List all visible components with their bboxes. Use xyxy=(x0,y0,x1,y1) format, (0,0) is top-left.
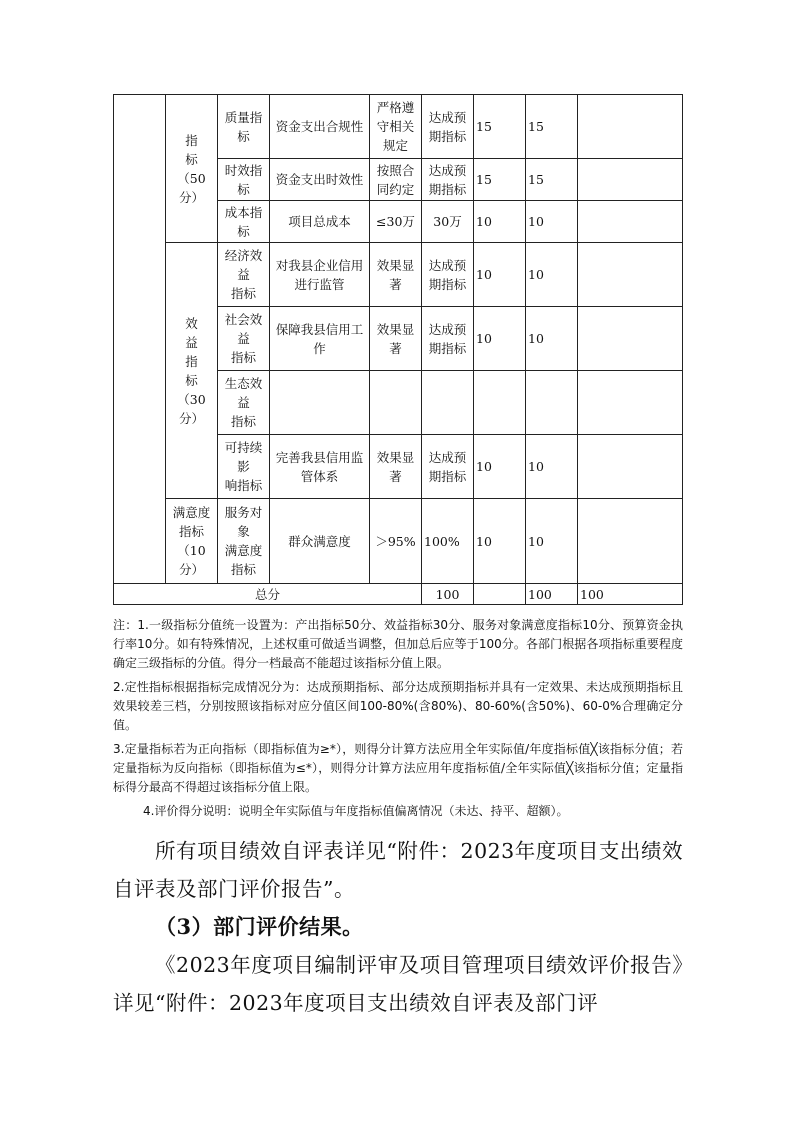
level1-output-cell: 指 标 （50分） xyxy=(166,95,218,243)
level3-cell: 项目总成本 xyxy=(270,201,370,243)
score-cell: 10 xyxy=(526,243,578,307)
body-text xyxy=(113,832,683,1022)
section-heading: （3）部门评价结果。 xyxy=(155,914,364,939)
paragraph-department-evaluation: 《2023年度项目编制评审及项目管理项目绩效评价报告》详见“附件：2023年度项目支出绩效自评表及部门评 xyxy=(113,953,683,1015)
weight-cell: 10 xyxy=(474,243,526,307)
level1-benefit-cell: 效 益 指 标 （30分） xyxy=(166,243,218,499)
remark-cell xyxy=(578,95,683,159)
weight-cell: 15 xyxy=(474,159,526,201)
total-weight: 100 xyxy=(526,584,578,605)
actual-cell: 达成预 期指标 xyxy=(422,307,474,371)
target-cell: ＞95% xyxy=(370,499,422,584)
total-actual xyxy=(474,584,526,605)
total-target: 100 xyxy=(422,584,474,605)
table-row xyxy=(114,499,683,584)
level1-satisfaction-cell: 满意度 指标 （10分） xyxy=(166,499,218,584)
actual-cell: 达成预 期指标 xyxy=(422,95,474,159)
target-cell: ≤30万 xyxy=(370,201,422,243)
level2-cell: 成本指 标 xyxy=(218,201,270,243)
weight-cell: 10 xyxy=(474,435,526,499)
table-row xyxy=(114,95,683,159)
target-cell: 按照合 同约定 xyxy=(370,159,422,201)
score-cell: 10 xyxy=(526,307,578,371)
level3-cell: 群众满意度 xyxy=(270,499,370,584)
actual-cell: 30万 xyxy=(422,201,474,243)
level2-cell: 时效指 标 xyxy=(218,159,270,201)
table-notes xyxy=(113,616,683,826)
level3-cell: 对我县企业信用 进行监管 xyxy=(270,243,370,307)
remark-cell xyxy=(578,499,683,584)
target-cell: 效果显 著 xyxy=(370,243,422,307)
weight-cell: 15 xyxy=(474,95,526,159)
blank-cell xyxy=(114,95,166,584)
actual-cell: 达成预 期指标 xyxy=(422,435,474,499)
target-cell: 效果显 著 xyxy=(370,307,422,371)
total-row xyxy=(114,584,683,605)
note-3: 3.定量指标若为正向指标（即指标值为≥*），则得分计算方法应用全年实际值/年度指标值╳该指标分值；若定量指标为反向指标（即指标值为≤*），则得分计算方法应用年度指标值/全年实际值╳该指标分值；定量指标得分最高不得超过该指标分值上限。 xyxy=(113,742,683,794)
level2-cell: 生态效 益 指标 xyxy=(218,371,270,435)
note-1: 注：1.一级指标分值统一设置为：产出指标50分、效益指标30分、服务对象满意度指标10分、预算资金执行率10分。如有特殊情况，上述权重可做适当调整，但加总后应等于100分。各部门根据各项指标重要程度确定三级指标的分值。得分一档最高不能超过该指标分值上限。 xyxy=(113,618,683,670)
note-4: 4.评价得分说明：说明全年实际值与年度指标值偏离情况（未达、持平、超额）。 xyxy=(143,804,569,818)
score-cell: 10 xyxy=(526,201,578,243)
target-cell: 效果显 著 xyxy=(370,435,422,499)
level2-cell: 经济效 益 指标 xyxy=(218,243,270,307)
remark-cell xyxy=(578,307,683,371)
score-cell xyxy=(526,371,578,435)
weight-cell xyxy=(474,371,526,435)
actual-cell xyxy=(422,371,474,435)
level2-cell: 质量指 标 xyxy=(218,95,270,159)
level3-cell: 完善我县信用监 管体系 xyxy=(270,435,370,499)
remark-cell xyxy=(578,159,683,201)
score-cell: 15 xyxy=(526,95,578,159)
actual-cell: 100% xyxy=(422,499,474,584)
level3-cell xyxy=(270,371,370,435)
paragraph-self-evaluation: 所有项目绩效自评表详见“附件：2023年度项目支出绩效自评表及部门评价报告”。 xyxy=(113,839,683,901)
score-cell: 15 xyxy=(526,159,578,201)
performance-table xyxy=(113,94,683,605)
note-2: 2.定性指标根据指标完成情况分为：达成预期指标、部分达成预期指标并具有一定效果、未达成预期指标且效果较差三档，分别按照该指标对应分值区间100-80%(含80%)、80-60%(含50%)、60-0%合理确定分值。 xyxy=(113,680,683,732)
target-cell: 严格遵 守相关 规定 xyxy=(370,95,422,159)
target-cell xyxy=(370,371,422,435)
level3-cell: 保障我县信用工 作 xyxy=(270,307,370,371)
score-cell: 10 xyxy=(526,435,578,499)
level2-cell: 可持续 影 响指标 xyxy=(218,435,270,499)
remark-cell xyxy=(578,435,683,499)
level2-cell: 社会效 益 指标 xyxy=(218,307,270,371)
score-cell: 10 xyxy=(526,499,578,584)
level3-cell: 资金支出合规性 xyxy=(270,95,370,159)
weight-cell: 10 xyxy=(474,307,526,371)
level2-cell: 服务对 象 满意度 指标 xyxy=(218,499,270,584)
actual-cell: 达成预 期指标 xyxy=(422,243,474,307)
table-row xyxy=(114,243,683,307)
total-label: 总分 xyxy=(114,584,422,605)
actual-cell: 达成预 期指标 xyxy=(422,159,474,201)
level3-cell: 资金支出时效性 xyxy=(270,159,370,201)
weight-cell: 10 xyxy=(474,201,526,243)
weight-cell: 10 xyxy=(474,499,526,584)
remark-cell xyxy=(578,201,683,243)
remark-cell xyxy=(578,371,683,435)
total-score: 100 xyxy=(578,584,683,605)
remark-cell xyxy=(578,243,683,307)
